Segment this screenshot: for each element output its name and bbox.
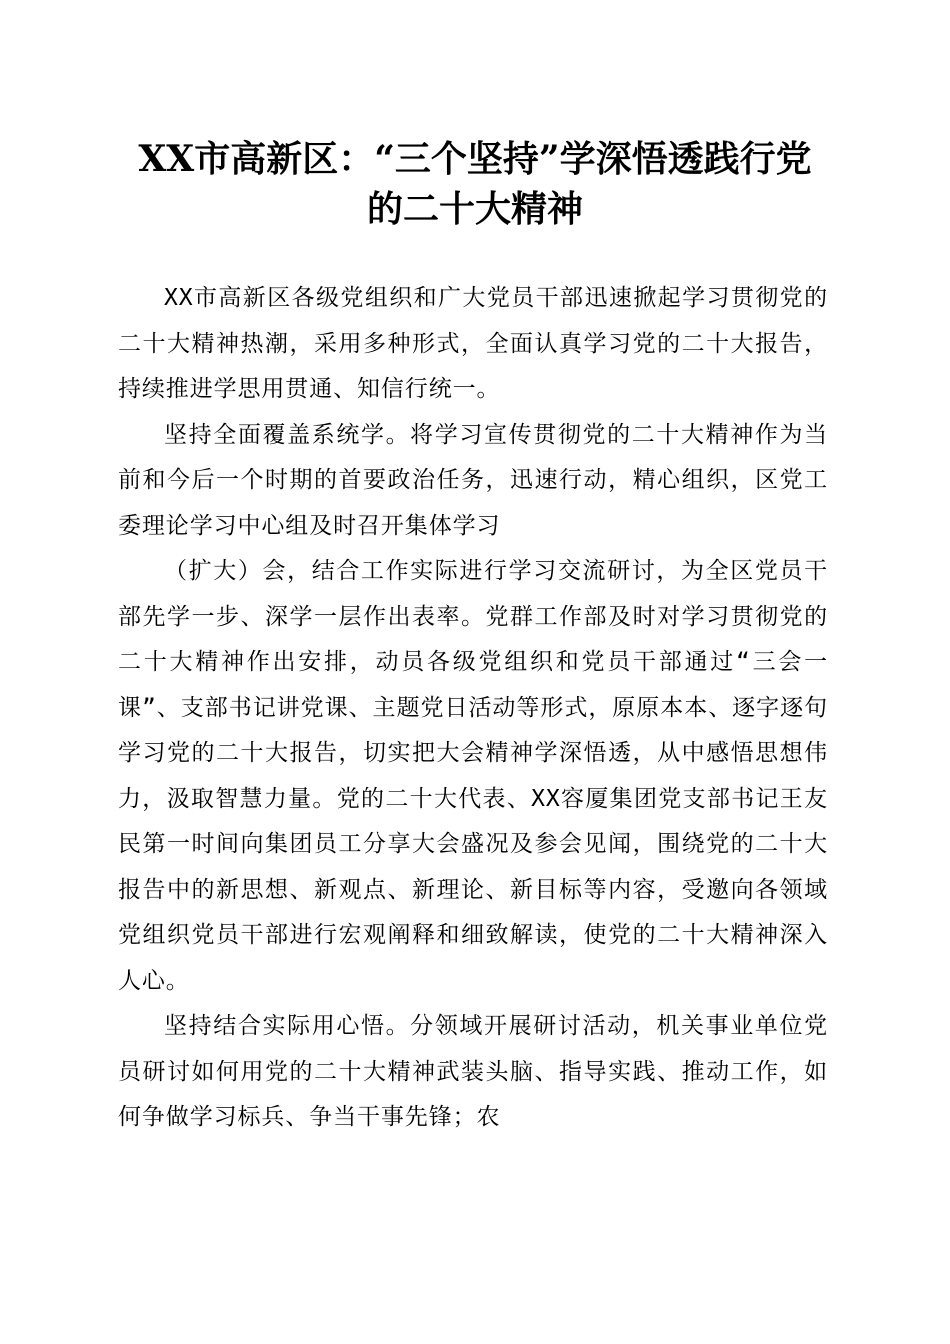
paragraph-practical-understanding: 坚持结合实际用心悟。分领域开展研讨活动，机关事业单位党员研讨如何用党的二十大精神武装头脑、指导实践、推动工作，如何争做学习标兵、争当干事先锋；农: [118, 1013, 828, 1130]
paragraph-systematic-study: 坚持全面覆盖系统学。将学习宣传贯彻党的二十大精神作为当前和今后一个时期的首要政治任务，迅速行动，精心组织，区党工委理论学习中心组及时召开集体学习: [118, 421, 828, 539]
paragraph-intro: XX市高新区各级党组织和广大党员干部迅速掀起学习贯彻党的二十大精神热潮，采用多种形式，全面认真学习党的二十大报告，持续推进学思用贯通、知信行统一。: [118, 285, 828, 402]
document-title: [100, 134, 850, 234]
title-line-2: 的二十大精神: [366, 188, 583, 230]
paragraph-study-continuation: （扩大）会，结合工作实际进行学习交流研讨，为全区党员干部先学一步、深学一层作出表率。党群工作部及时对学习贯彻党的二十大精神作出安排，动员各级党组织和党员干部通过“三会一课”、支部书记讲党课、主题党日活动等形式，原原本本、逐字逐句学习党的二十大报告，切实把大会精神学深悟透，从中感悟思想伟力，汲取智慧力量。党的二十大代表、XX容厦集团党支部书记王友民第一时间向集团员工分享大会盛况及参会见闻，围绕党的二十大报告中的新思想、新观点、新理论、新目标等内容，受邀向各领域党组织党员干部进行宏观阐释和细致解读，使党的二十大精神深入人心。: [118, 558, 828, 994]
document-body: [118, 276, 828, 1141]
title-line-1: XX市高新区：“三个坚持”学深悟透践行党: [138, 138, 812, 180]
